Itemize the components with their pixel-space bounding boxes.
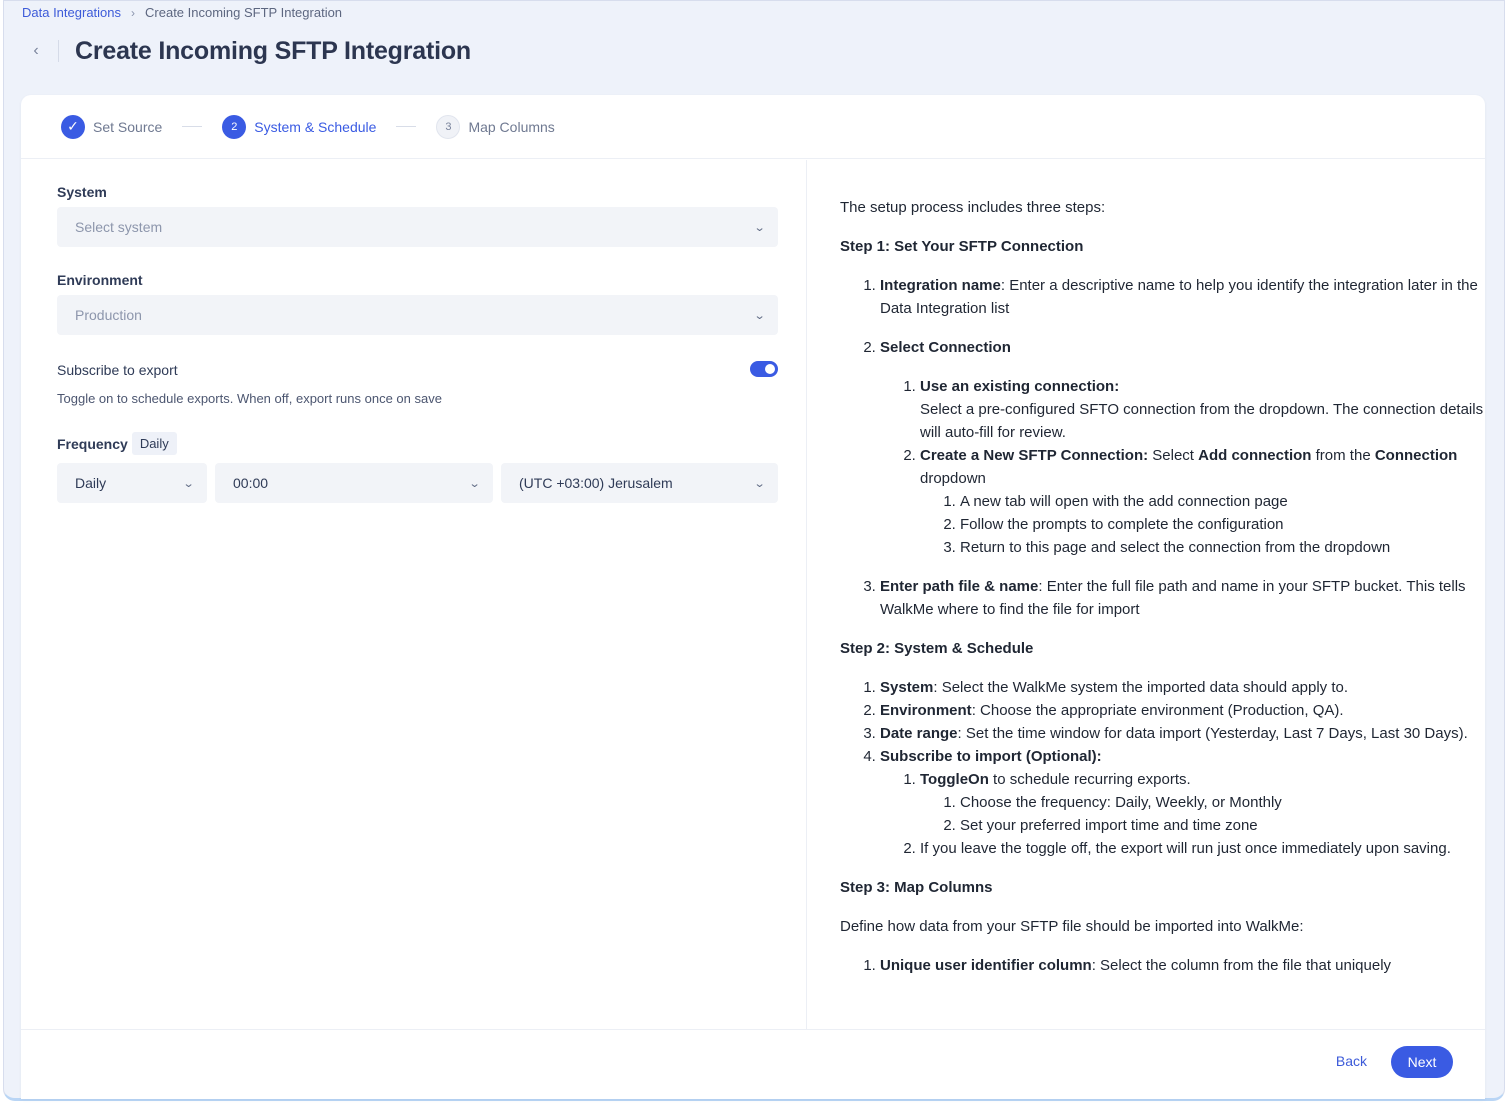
frequency-row xyxy=(57,432,177,455)
guide-step1-heading: Step 1: Set Your SFTP Connection xyxy=(840,238,1084,255)
list-item xyxy=(880,336,1485,559)
list-item-title: Environment xyxy=(880,702,972,719)
list-item xyxy=(880,699,1485,722)
frequency-time-select[interactable] xyxy=(215,463,493,503)
list-item xyxy=(920,768,1485,837)
list-item-text: dropdown xyxy=(920,470,986,487)
list-item: 1. Choose the frequency: Daily, Weekly, or Monthly xyxy=(960,791,1485,814)
system-select[interactable] xyxy=(57,207,778,247)
list-item-text: Select a pre-configured SFTO connection from the dropdown. The connection details will auto-fill for review. xyxy=(920,401,1484,441)
breadcrumb-root-link[interactable]: Data Integrations xyxy=(22,5,122,20)
environment-label: Environment xyxy=(57,272,143,288)
list-item-title: Select Connection xyxy=(880,339,1011,356)
list-item: 2. Set your preferred import time and time zone xyxy=(960,814,1485,837)
list-item-text: to schedule recurring exports. xyxy=(988,771,1191,788)
environment-select[interactable] xyxy=(57,295,778,335)
guide-intro: The setup process includes three steps: xyxy=(840,199,1106,216)
guide-step3-heading: Step 3: Map Columns xyxy=(840,879,993,896)
subscribe-label: Subscribe to export xyxy=(57,362,178,378)
setup-guide xyxy=(808,160,1485,977)
chevron-down-icon: ⌄ xyxy=(468,477,481,490)
help-pane xyxy=(808,160,1485,1029)
guide-step3-list xyxy=(840,954,1485,977)
wizard-footer xyxy=(21,1029,1485,1099)
list-item xyxy=(880,954,1485,977)
subscribe-toggle[interactable] xyxy=(750,361,778,377)
list-item-text: : Select the WalkMe system the imported data should apply to. xyxy=(933,679,1349,696)
sub-list xyxy=(880,768,1485,860)
system-label: System xyxy=(57,184,107,200)
breadcrumb-current: Create Incoming SFTP Integration xyxy=(145,5,343,20)
app-frame xyxy=(3,0,1505,1101)
list-item-text: : Enter a descriptive name to help you identify the integration later in the Data Integration list xyxy=(880,277,1478,317)
form-pane xyxy=(21,160,807,1029)
list-item xyxy=(880,676,1485,699)
list-item-text: : Choose the appropriate environment (Production, QA). xyxy=(971,702,1344,719)
sub-sub-list xyxy=(920,490,1485,559)
list-item: 1. A new tab will open with the add connection page xyxy=(960,490,1485,513)
step-number: 3 xyxy=(436,115,460,139)
environment-select-value: Production xyxy=(75,307,142,323)
frequency-time-value: 00:00 xyxy=(233,475,269,491)
list-item-emphasis: Add connection xyxy=(1198,447,1312,464)
list-item xyxy=(920,444,1485,559)
list-item xyxy=(880,575,1485,621)
back-button[interactable]: Back xyxy=(1335,1053,1367,1069)
list-item xyxy=(880,745,1485,860)
page-header xyxy=(22,35,471,67)
next-button[interactable]: Next xyxy=(1391,1046,1453,1078)
list-item-title: Subscribe to import (Optional): xyxy=(880,748,1102,765)
step-label: Set Source xyxy=(93,118,163,135)
guide-step2-heading: Step 2: System & Schedule xyxy=(840,640,1034,657)
system-select-placeholder: Select system xyxy=(75,219,163,235)
step-connector xyxy=(396,126,416,127)
list-item-title: Integration name xyxy=(880,277,1001,294)
list-item-title: Use an existing connection: xyxy=(920,378,1120,395)
list-item xyxy=(880,722,1485,745)
list-item-title: Enter path file & name xyxy=(880,578,1039,595)
list-item-title: System xyxy=(880,679,934,696)
wizard-stepper xyxy=(21,95,1485,159)
timezone-value: (UTC +03:00) Jerusalem xyxy=(519,475,673,491)
wizard-card xyxy=(21,95,1485,1099)
frequency-badge: Daily xyxy=(132,432,177,455)
guide-step3-intro: Define how data from your SFTP file should be imported into WalkMe: xyxy=(840,918,1304,935)
header-divider xyxy=(58,40,59,62)
step-system-schedule[interactable] xyxy=(222,115,376,139)
list-item: 2. Follow the prompts to complete the configuration xyxy=(960,513,1485,536)
chevron-down-icon: ⌄ xyxy=(753,477,766,490)
step-map-columns[interactable] xyxy=(436,115,554,139)
sub-list xyxy=(880,375,1485,559)
timezone-select[interactable] xyxy=(501,463,778,503)
list-item-text: : Set the time window for data import (Yesterday, Last 7 Days, Last 30 Days). xyxy=(957,725,1468,742)
list-item: 2. If you leave the toggle off, the export will run just once immediately upon saving. xyxy=(920,837,1485,860)
check-icon: ✓ xyxy=(61,115,85,139)
breadcrumb xyxy=(22,5,342,20)
page-title: Create Incoming SFTP Integration xyxy=(75,36,471,65)
list-item: 3. Return to this page and select the connection from the dropdown xyxy=(960,536,1485,559)
guide-step1-list xyxy=(840,274,1485,621)
list-item xyxy=(880,274,1485,320)
frequency-label: Frequency xyxy=(57,435,128,452)
step-number: 2 xyxy=(222,115,246,139)
list-item-title: Date range xyxy=(880,725,958,742)
guide-step2-list xyxy=(840,676,1485,860)
frequency-interval-value: Daily xyxy=(75,475,107,491)
step-connector xyxy=(182,126,202,127)
step-label: System & Schedule xyxy=(254,118,377,135)
back-arrow-icon[interactable]: ‹ xyxy=(33,42,39,59)
frequency-interval-select[interactable] xyxy=(57,463,207,503)
list-item-text: : Select the column from the file that uniquely xyxy=(1091,957,1392,974)
chevron-down-icon: ⌄ xyxy=(753,309,766,322)
list-item-title: ToggleOn xyxy=(920,771,989,788)
list-item-title: Create a New SFTP Connection: xyxy=(920,447,1149,464)
subscribe-helper-text: Toggle on to schedule exports. When off, export runs once on save xyxy=(57,391,442,406)
toggle-knob xyxy=(765,364,775,374)
list-item-text: Select xyxy=(1148,447,1199,464)
list-item-text: : Enter the full file path and name in your SFTP bucket. This tells WalkMe where to find the file for import xyxy=(880,578,1466,618)
sub-sub-list xyxy=(920,791,1485,837)
list-item xyxy=(920,375,1485,444)
step-label: Map Columns xyxy=(468,118,555,135)
chevron-right-icon: › xyxy=(131,5,136,20)
chevron-down-icon: ⌄ xyxy=(182,477,195,490)
list-item-emphasis: Connection xyxy=(1374,447,1458,464)
list-item-title: Unique user identifier column xyxy=(880,957,1092,974)
list-item-text: from the xyxy=(1311,447,1375,464)
step-set-source[interactable] xyxy=(61,115,162,139)
chevron-down-icon: ⌄ xyxy=(753,221,766,234)
